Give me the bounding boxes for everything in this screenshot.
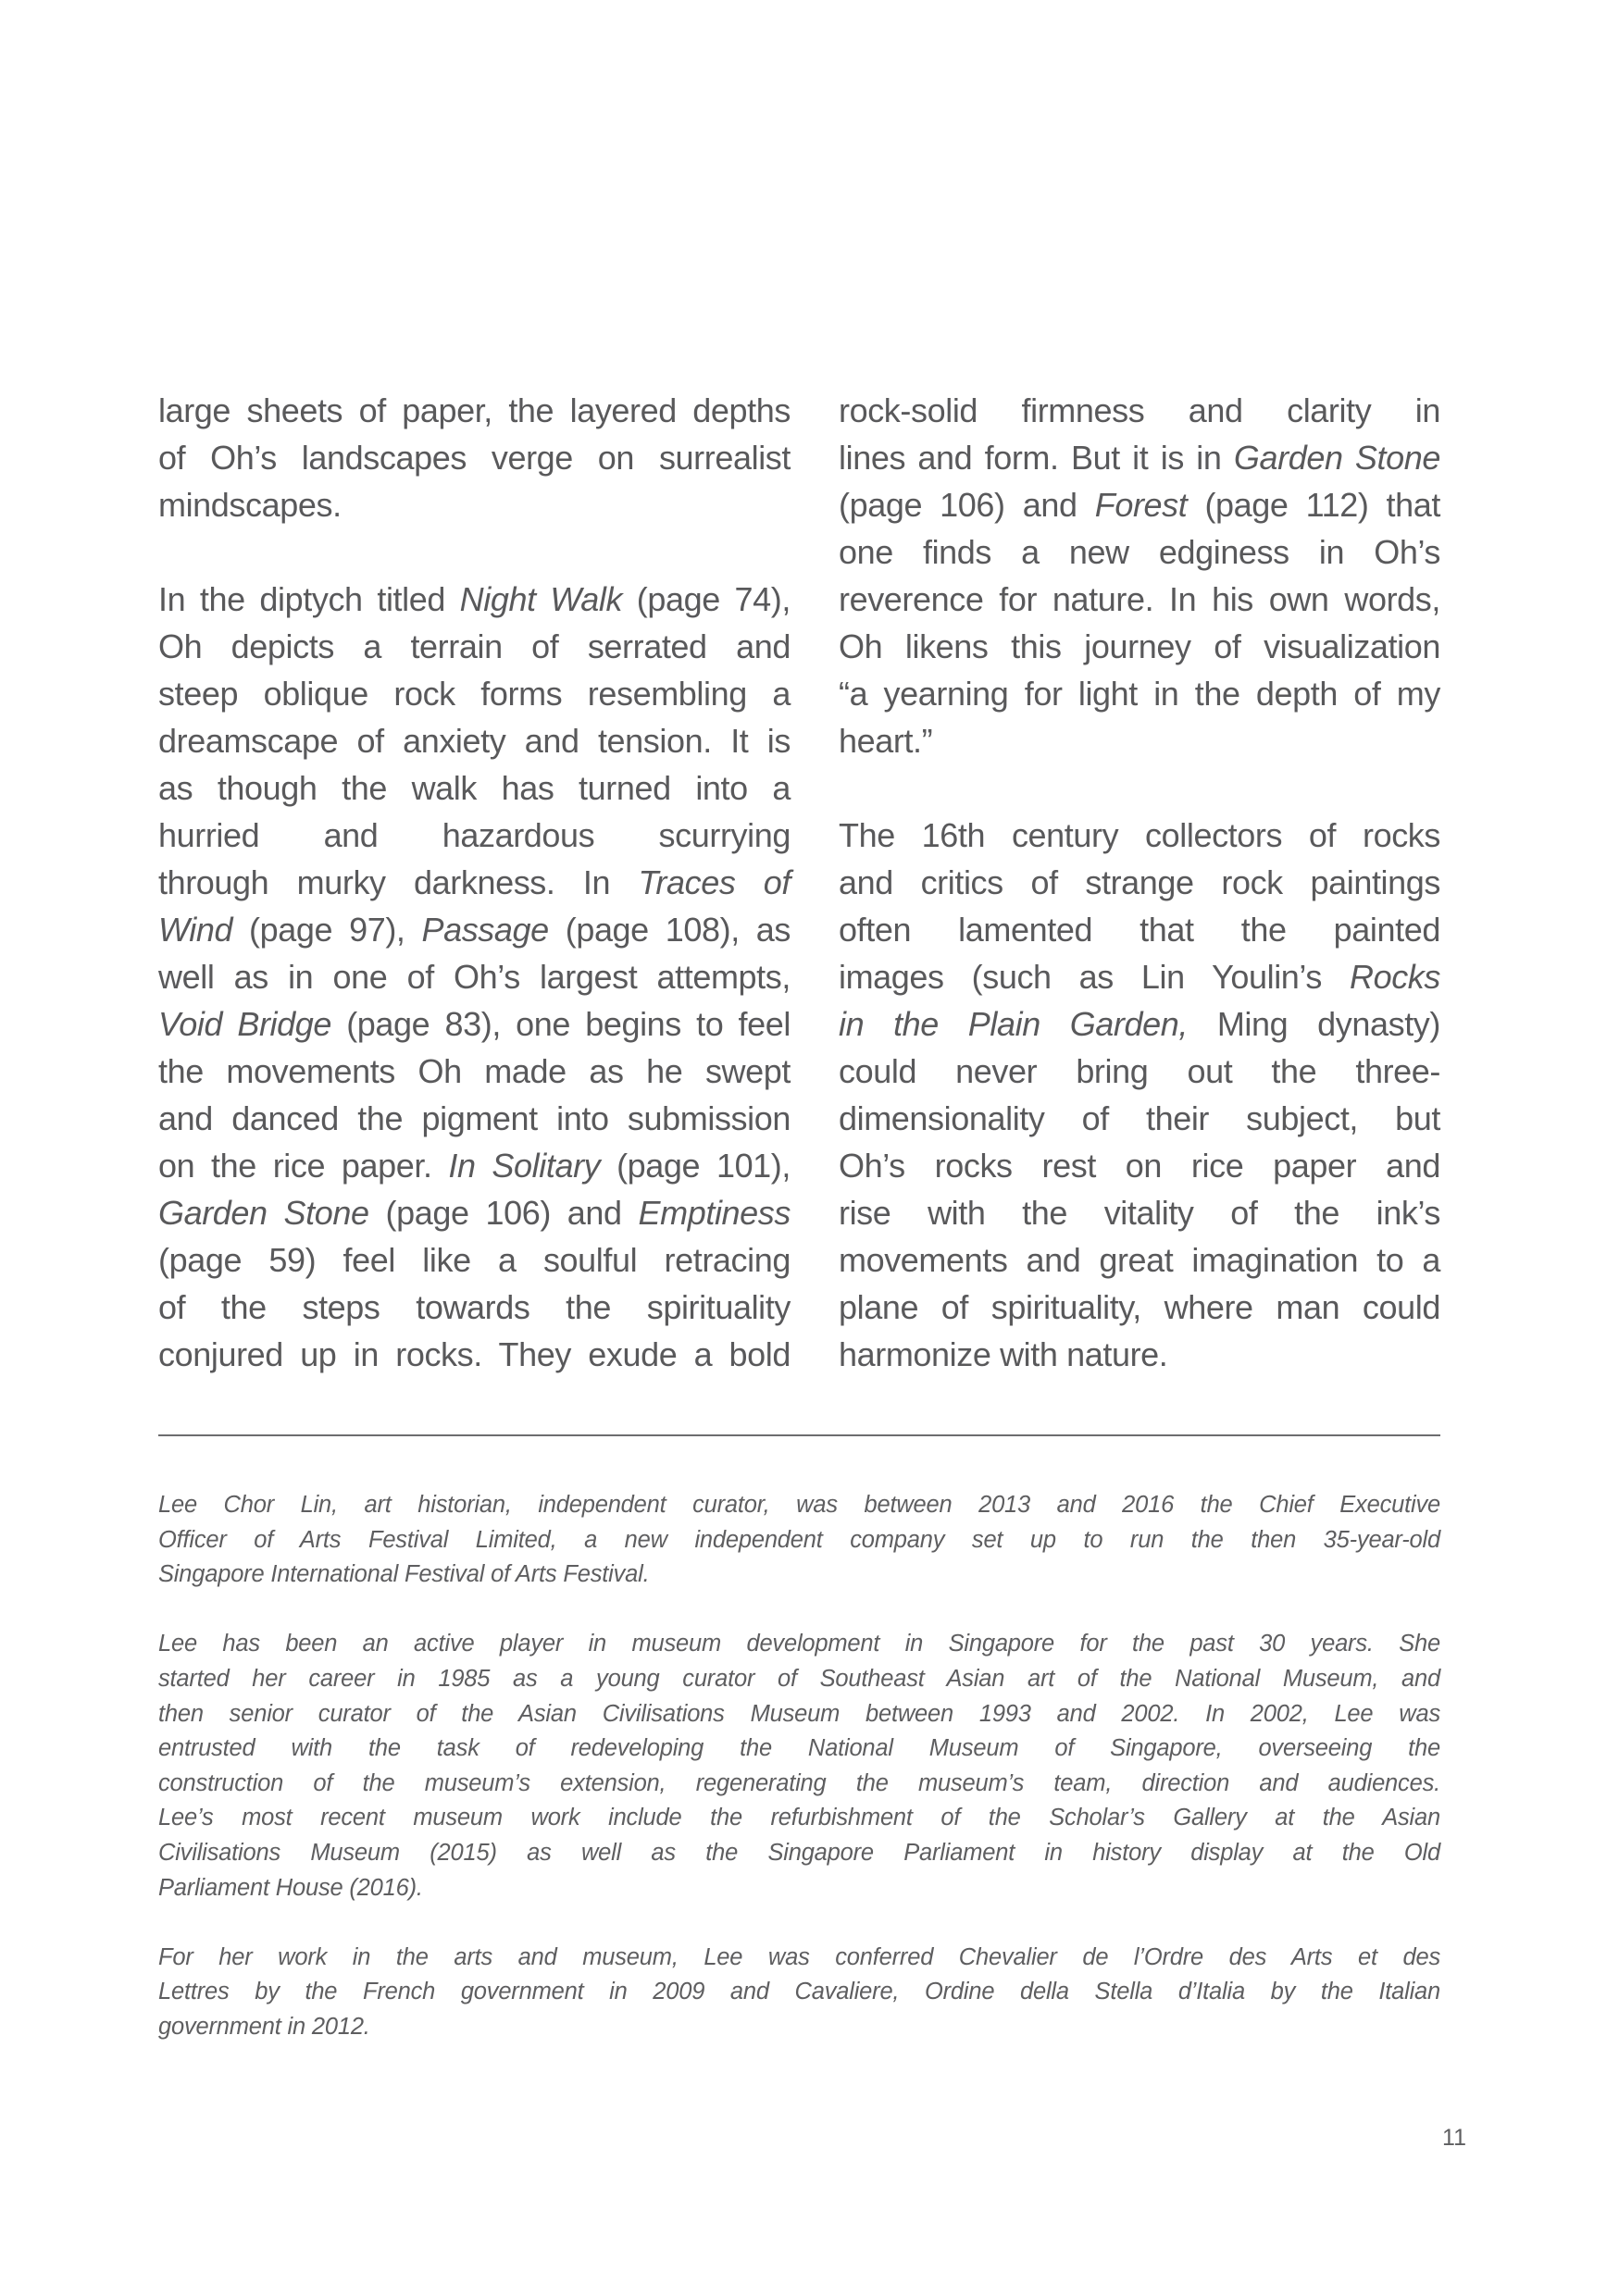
text-line xyxy=(839,528,1440,576)
bio-line: Lettres by the French government in 2009 and Cavaliere, Ordine della Stella d’Italia by the Italian xyxy=(158,1979,1440,2005)
text-segment: and danced the pigment into submission xyxy=(158,1099,791,1137)
text-line xyxy=(839,1048,1440,1095)
text-segment: (page 101), xyxy=(600,1147,791,1185)
text-line xyxy=(839,670,1440,717)
text-line xyxy=(158,1095,791,1142)
artwork-title: Void Bridge xyxy=(158,1005,331,1043)
text-line xyxy=(158,953,791,1000)
bio-line: Lee Chor Lin, art historian, independent curator, was between 2013 and 2016 the Chief Executive xyxy=(158,1492,1440,1518)
artwork-title: Garden Stone xyxy=(158,1194,369,1232)
text-segment: plane of spirituality, where man could xyxy=(839,1288,1440,1326)
text-segment: through murky darkness. In xyxy=(158,863,639,901)
text-segment: mindscapes. xyxy=(158,486,342,524)
text-segment: hurried and hazardous scurrying xyxy=(158,816,791,854)
text-segment: (page 106) and xyxy=(839,486,1095,524)
text-segment: as though the walk has turned into a xyxy=(158,769,791,807)
text-line xyxy=(839,1142,1440,1189)
bio-line: For her work in the arts and museum, Lee was conferred Chevalier de l’Ordre des Arts et des xyxy=(158,1943,1440,1970)
bio-line: then senior curator of the Asian Civilisations Museum between 1993 and 2002. In 2002, Lee was xyxy=(158,1700,1440,1727)
bio-line: Officer of Arts Festival Limited, a new independent company set up to run the then 35-year-old xyxy=(158,1526,1440,1553)
text-line xyxy=(158,859,791,906)
text-segment: (page 112) that xyxy=(1187,486,1440,524)
bio-line: Lee’s most recent museum work include the refurbishment of the Scholar’s Gallery at the Asian xyxy=(158,1805,1440,1831)
text-line xyxy=(839,1189,1440,1236)
bio-line: Parliament House (2016). xyxy=(158,1874,423,1901)
artwork-title: Passage xyxy=(421,911,549,949)
paragraph-break xyxy=(158,1905,1440,1941)
text-line xyxy=(158,764,791,812)
bio-line: Singapore International Festival of Arts Festival. xyxy=(158,1561,650,1588)
text-line xyxy=(839,387,1440,434)
text-segment: “a yearning for light in the depth of my xyxy=(839,675,1440,713)
text-segment: images (such as Lin Youlin’s xyxy=(839,958,1350,996)
paragraph-break xyxy=(839,764,1440,812)
text-line xyxy=(839,1236,1440,1284)
text-segment: steep oblique rock forms resembling a xyxy=(158,675,791,713)
text-segment: rock-solid firmness and clarity in xyxy=(839,391,1440,429)
text-line xyxy=(839,1331,1440,1378)
bio-line: started her career in 1985 as a young curator of Southeast Asian art of the National Museum, and xyxy=(158,1665,1440,1692)
text-line xyxy=(839,906,1440,953)
text-segment: and critics of strange rock paintings xyxy=(839,863,1440,901)
text-segment: Oh depicts a terrain of serrated and xyxy=(158,627,791,665)
text-line xyxy=(158,1331,791,1378)
text-line xyxy=(158,1142,791,1189)
artwork-title: Wind xyxy=(158,911,233,949)
text-line xyxy=(839,717,1440,764)
text-segment: the movements Oh made as he swept xyxy=(158,1052,791,1090)
bio-line: Lee has been an active player in museum development in Singapore for the past 30 years. She xyxy=(158,1631,1440,1657)
section-divider xyxy=(158,1434,1440,1436)
text-segment: Oh’s rocks rest on rice paper and xyxy=(839,1147,1440,1185)
text-line xyxy=(158,1189,791,1236)
text-segment: Ming dynasty) xyxy=(1187,1005,1440,1043)
text-line xyxy=(158,1000,791,1048)
text-segment: could never bring out the three- xyxy=(839,1052,1440,1090)
paragraph-break xyxy=(158,528,791,576)
text-segment: conjured up in rocks. They exude a bold xyxy=(158,1335,791,1373)
text-line xyxy=(158,434,791,481)
text-line xyxy=(158,670,791,717)
text-segment: rise with the vitality of the ink’s xyxy=(839,1194,1440,1232)
text-segment: movements and great imagination to a xyxy=(839,1241,1440,1279)
text-line xyxy=(839,1000,1440,1048)
paragraph-break xyxy=(158,1593,1440,1628)
text-line xyxy=(839,1095,1440,1142)
text-segment: dimensionality of their subject, but xyxy=(839,1099,1440,1137)
artwork-title: in the Plain Garden, xyxy=(839,1005,1188,1043)
text-segment: (page 97), xyxy=(232,911,422,949)
text-line xyxy=(839,623,1440,670)
text-segment: (page 74), xyxy=(622,580,791,618)
text-line xyxy=(839,576,1440,623)
author-bio xyxy=(158,1488,1440,2045)
bio-line: Civilisations Museum (2015) as well as the Singapore Parliament in history display at the Old xyxy=(158,1839,1440,1866)
text-line xyxy=(158,1284,791,1331)
artwork-title: In Solitary xyxy=(448,1147,601,1185)
text-line xyxy=(158,717,791,764)
text-line xyxy=(158,576,791,623)
essay-left-column xyxy=(158,387,791,1378)
text-segment: (page 108), as xyxy=(548,911,791,949)
artwork-title: Rocks xyxy=(1349,958,1440,996)
text-segment: large sheets of paper, the layered depths xyxy=(158,391,791,429)
text-segment: (page 59) feel like a soulful retracing xyxy=(158,1241,791,1279)
text-line xyxy=(839,859,1440,906)
bio-line: construction of the museum’s extension, regenerating the museum’s team, direction and audiences. xyxy=(158,1769,1440,1796)
bio-line: government in 2012. xyxy=(158,2013,370,2040)
text-segment: In the diptych titled xyxy=(158,580,460,618)
text-line xyxy=(158,1048,791,1095)
text-segment: dreamscape of anxiety and tension. It is xyxy=(158,722,791,760)
text-line xyxy=(158,812,791,859)
text-segment: Oh likens this journey of visualization xyxy=(839,627,1440,665)
artwork-title: Traces of xyxy=(638,863,791,901)
text-segment: (page 106) and xyxy=(368,1194,639,1232)
text-segment: well as in one of Oh’s largest attempts, xyxy=(158,958,791,996)
text-line xyxy=(158,481,791,528)
text-line xyxy=(839,953,1440,1000)
text-line xyxy=(158,623,791,670)
page-number: 11 xyxy=(1442,2125,1466,2151)
text-segment: one finds a new edginess in Oh’s xyxy=(839,533,1440,571)
artwork-title: Garden Stone xyxy=(1233,439,1441,477)
text-segment: often lamented that the painted xyxy=(839,911,1440,949)
artwork-title: Night Walk xyxy=(459,580,623,618)
text-segment: of Oh’s landscapes verge on surrealist xyxy=(158,439,791,477)
text-line xyxy=(839,812,1440,859)
text-segment: reverence for nature. In his own words, xyxy=(839,580,1440,618)
text-line xyxy=(158,387,791,434)
text-segment: heart.” xyxy=(839,722,933,760)
text-line xyxy=(839,434,1440,481)
text-segment: of the steps towards the spirituality xyxy=(158,1288,791,1326)
artwork-title: Emptiness xyxy=(638,1194,791,1232)
artwork-title: Forest xyxy=(1094,486,1188,524)
text-line xyxy=(158,1236,791,1284)
text-line xyxy=(158,906,791,953)
text-segment: (page 83), one begins to feel xyxy=(331,1005,791,1043)
text-line xyxy=(839,1284,1440,1331)
text-segment: harmonize with nature. xyxy=(839,1335,1168,1373)
bio-line: entrusted with the task of redeveloping the National Museum of Singapore, overseeing the xyxy=(158,1735,1440,1762)
text-line xyxy=(839,481,1440,528)
text-segment: on the rice paper. xyxy=(158,1147,449,1185)
text-segment: lines and form. But it is in xyxy=(839,439,1234,477)
essay-right-column xyxy=(839,387,1440,1378)
text-segment: The 16th century collectors of rocks xyxy=(839,816,1440,854)
